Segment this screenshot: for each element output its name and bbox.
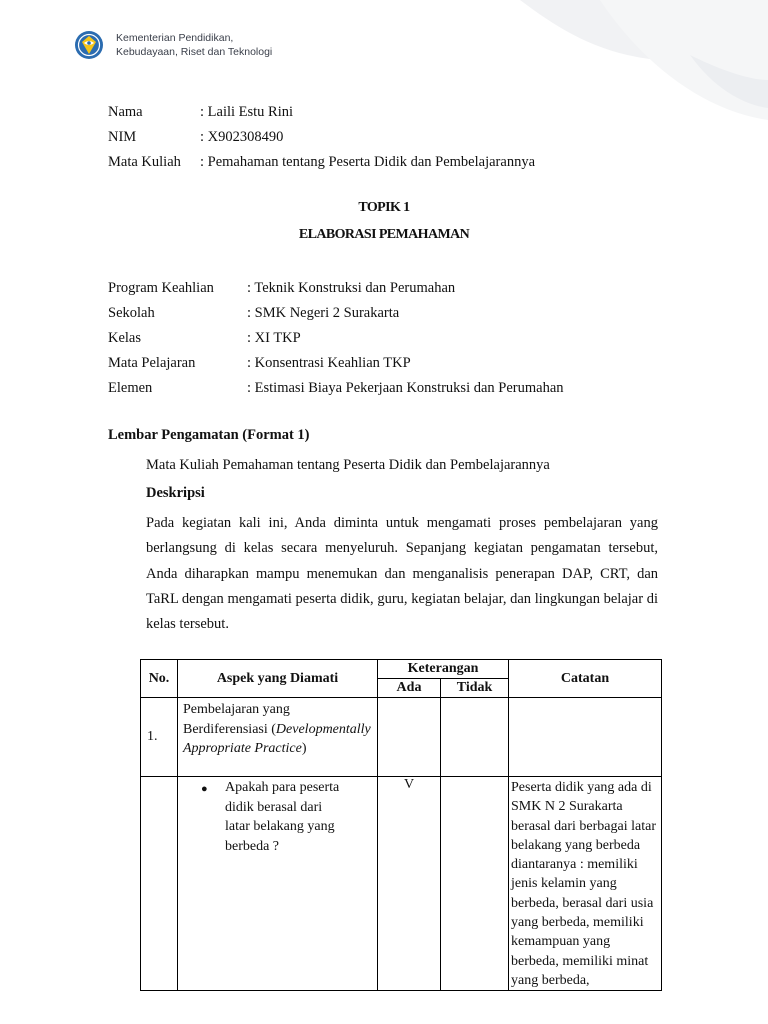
program-row: [108, 376, 564, 401]
program-label: Mata Pelajaran: [108, 355, 196, 371]
program-row: [108, 301, 564, 326]
aspect-text: [178, 698, 377, 761]
aspect-cell: [178, 698, 378, 777]
header-tidak: Tidak: [441, 679, 509, 698]
header-catatan: Catatan: [509, 660, 662, 698]
row-number: 1.: [141, 698, 178, 777]
identity-value: : X902308490: [200, 129, 284, 145]
identity-value: : Pemahaman tentang Peserta Didik dan Pembelajarannya: [200, 154, 536, 170]
tut-wuri-handayani-logo-icon: [74, 30, 104, 60]
row-number: [141, 777, 178, 991]
catatan-cell: [509, 698, 662, 777]
header-keterangan: Keterangan: [378, 660, 509, 679]
ada-check: V: [378, 777, 441, 991]
ministry-header: [74, 30, 272, 60]
program-value: : Teknik Konstruksi dan Perumahan: [247, 280, 456, 296]
aspect-close: ): [301, 741, 307, 756]
identity-row-name: [108, 100, 535, 125]
table-header-row: [141, 660, 662, 679]
identity-row-course: [108, 150, 535, 175]
table-row: [141, 698, 662, 777]
program-info: [108, 276, 564, 401]
identity-row-nim: [108, 125, 535, 150]
ministry-name-line1: Kementerian Pendidikan,: [116, 32, 234, 44]
observation-table: [140, 659, 662, 991]
table-row: [141, 777, 662, 991]
description-title: Deskripsi: [146, 485, 205, 501]
program-label: Sekolah: [108, 305, 155, 321]
header-no: No.: [141, 660, 178, 698]
section-title: Lembar Pengamatan (Format 1): [108, 427, 310, 443]
tidak-cell: [441, 777, 509, 991]
identity-label: Mata Kuliah: [108, 154, 181, 170]
header-aspect: Aspek yang Diamati: [178, 660, 378, 698]
program-label: Kelas: [108, 330, 142, 346]
program-row: [108, 276, 564, 301]
program-label: Program Keahlian: [108, 280, 214, 296]
ada-cell: [378, 698, 441, 777]
header-ada: Ada: [378, 679, 441, 698]
bullet-icon: ●: [201, 783, 208, 795]
identity-value: : Laili Estu Rini: [200, 104, 294, 120]
course-line: Mata Kuliah Pemahaman tentang Peserta Didik dan Pembelajarannya: [146, 457, 550, 473]
program-row: [108, 351, 564, 376]
program-value: : Konsentrasi Keahlian TKP: [247, 355, 411, 371]
program-value: : SMK Negeri 2 Surakarta: [247, 305, 400, 321]
program-row: [108, 326, 564, 351]
program-value: : XI TKP: [247, 330, 301, 346]
ministry-name: [116, 31, 272, 59]
identity-label: NIM: [108, 129, 137, 145]
aspect-cell: [178, 777, 378, 991]
program-label: Elemen: [108, 380, 153, 396]
topic-title: TOPIK 1: [358, 200, 410, 215]
description-paragraph: Pada kegiatan kali ini, Anda diminta untuk mengamati proses pembelajaran yang berlangsung di kelas secara menyeluruh. Sepanjang kegiatan pengamatan tersebut, Anda diharapkan mampu menemukan dan menganalisis penerapan DAP, CRT, dan TaRL dengan mengamati peserta didik, guru, kegiatan belajar, dan lingkungan belajar di kelas tersebut.: [146, 515, 658, 633]
aspect-plain: Pembelajaran yang Berdiferensiasi (: [183, 702, 290, 737]
catatan-cell: [509, 777, 662, 991]
bullet-item: [178, 777, 377, 856]
bullet-text: Apakah para peserta didik berasal dari latar belakang yang berbeda ?: [225, 780, 340, 854]
ministry-name-line2: Kebudayaan, Riset dan Teknologi: [116, 46, 273, 58]
tidak-cell: [441, 698, 509, 777]
program-value: : Estimasi Biaya Pekerjaan Konstruksi dan Perumahan: [247, 380, 564, 396]
topic-subtitle: ELABORASI PEMAHAMAN: [298, 227, 470, 242]
student-identity: [108, 100, 535, 175]
catatan-text: Peserta didik yang ada di SMK N 2 Surakarta berasal dari berbagai latar belakang yang berbeda diantaranya : memiliki jenis kelamin yang berbeda, berasal dari usia yang berbeda, memiliki kemampuan yang berbeda, memiliki minat yang berbeda,: [511, 780, 656, 988]
identity-label: Nama: [108, 104, 143, 120]
aspect-italic: Developmentally Appropriate Practice: [183, 721, 371, 756]
